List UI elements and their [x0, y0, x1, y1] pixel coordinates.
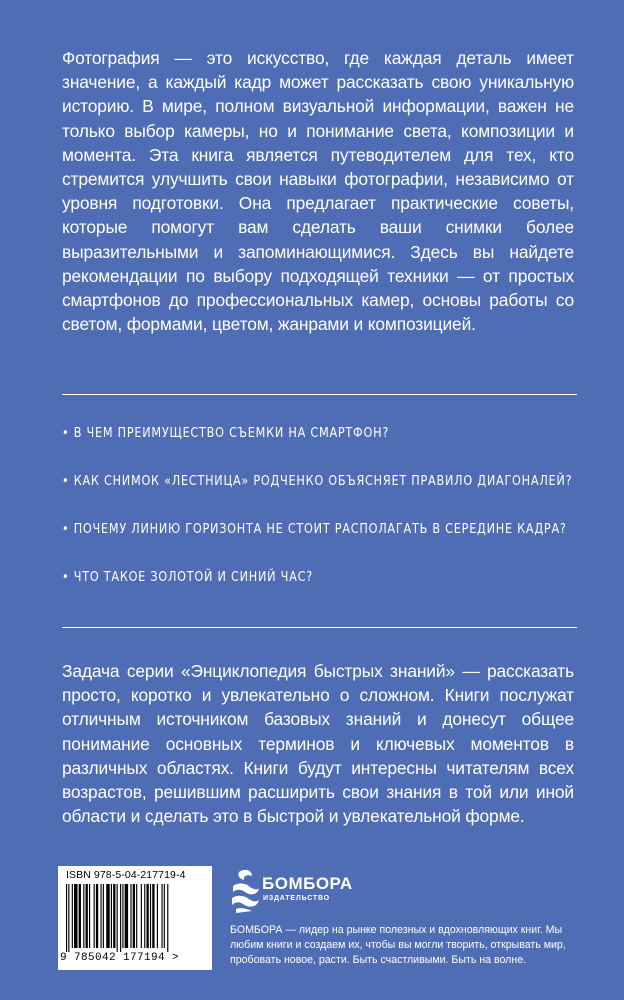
- series-paragraph: Задача серии «Энциклопедия быстрых знаний» — рассказать просто, коротко и увлекательно о сложном. Книги послужат отличным источником базовых знаний и донесут общее понимание основных терминов и ключевых моментов в различных областях. Книги будут интересны читателям всех возрастов, решившим расширить свои знания в той или иной области и сделать это в быстрой и увлекательной форме.: [62, 661, 574, 827]
- question-item: • КАК СНИМОК «ЛЕСТНИЦА» РОДЧЕНКО ОБЪЯСНЯЕТ ПРАВИЛО ДИАГОНАЛЕЙ?: [62, 474, 573, 489]
- barcode-bar: [161, 884, 162, 948]
- barcode-bar: [74, 884, 77, 948]
- barcode-bar: [167, 884, 168, 952]
- barcode-bar: [164, 884, 165, 948]
- questions-list: [62, 424, 582, 616]
- publisher-subtitle: ИЗДАТЕЛЬСТВО: [263, 895, 330, 902]
- publisher-name: БОМБОРА: [262, 874, 353, 893]
- barcode-bar: [120, 884, 121, 952]
- divider-bottom: [62, 627, 577, 628]
- barcode-digits: 9 785042 177194 >: [60, 952, 180, 964]
- isbn-label: ISBN 978-5-04-217719-4: [66, 869, 186, 881]
- barcode-bar: [144, 884, 145, 948]
- bombora-wave-icon: [230, 868, 260, 914]
- question-item: • ПОЧЕМУ ЛИНИЮ ГОРИЗОНТА НЕ СТОИТ РАСПОЛАГАТЬ В СЕРЕДИНЕ КАДРА?: [62, 522, 567, 537]
- barcode-bar: [89, 884, 90, 948]
- barcode-bar: [157, 884, 158, 948]
- barcode-bar: [147, 884, 149, 948]
- barcode-bar: [130, 884, 131, 948]
- barcode-bar: [136, 884, 137, 948]
- barcode-bar: [72, 884, 73, 948]
- barcode-bar: [103, 884, 104, 948]
- barcode-bar: [79, 884, 81, 948]
- barcode-block: [58, 866, 212, 970]
- question-item: • ЧТО ТАКОЕ ЗОЛОТОЙ И СИНИЙ ЧАС?: [62, 570, 313, 585]
- barcode-bar: [152, 884, 154, 948]
- barcode-bar: [68, 884, 69, 952]
- barcode-bar: [83, 884, 84, 948]
- barcode-bar: [141, 884, 142, 948]
- barcode-bar: [125, 884, 128, 948]
- barcode-bar: [113, 884, 115, 948]
- intro-paragraph: Фотография — это искусство, где каждая деталь имеет значение, а каждый кадр может рассказать свою уникальную историю. В мире, полном визуальной информации, важен не только выбор камеры, но и понимание света, композиции и момента. Эта книга является путеводителем для тех, кто стремится улучшить свои навыки фотографии, независимо от уровня подготовки. Она предлагает практические советы, которые помогут вам сделать ваши снимки более выразительными и запоминающимися. Здесь вы найдете рекомендации по выбору подходящей техники — от простых смартфонов до профессиональных камер, основы работы со светом, формами, цветом, жанрами и композицией.: [62, 48, 574, 335]
- barcode-bar: [86, 884, 88, 948]
- barcode-bar: [66, 884, 67, 952]
- barcode-bar: [106, 884, 109, 948]
- barcode-bar: [111, 884, 112, 948]
- barcode-icon: [66, 884, 204, 952]
- question-item: • В ЧЕМ ПРЕИМУЩЕСТВО СЪЕМКИ НА СМАРТФОН?: [62, 426, 390, 441]
- barcode-bar: [133, 884, 135, 948]
- publisher-description: БОМБОРА — лидер на рынке полезных и вдохновляющих книг. Мы любим книги и создаем их, чтобы вы могли творить, открывать мир, пробовать новое, расти. Быть счастливыми. Быть на волне.: [230, 924, 566, 966]
- divider-top: [62, 394, 577, 395]
- barcode-bar: [94, 884, 95, 948]
- barcode-bar: [122, 884, 123, 948]
- barcode-bar: [150, 884, 151, 948]
- barcode-bar: [117, 884, 118, 952]
- barcode-bar: [101, 884, 102, 948]
- publisher-logo: [230, 866, 360, 918]
- barcode-bar: [96, 884, 98, 948]
